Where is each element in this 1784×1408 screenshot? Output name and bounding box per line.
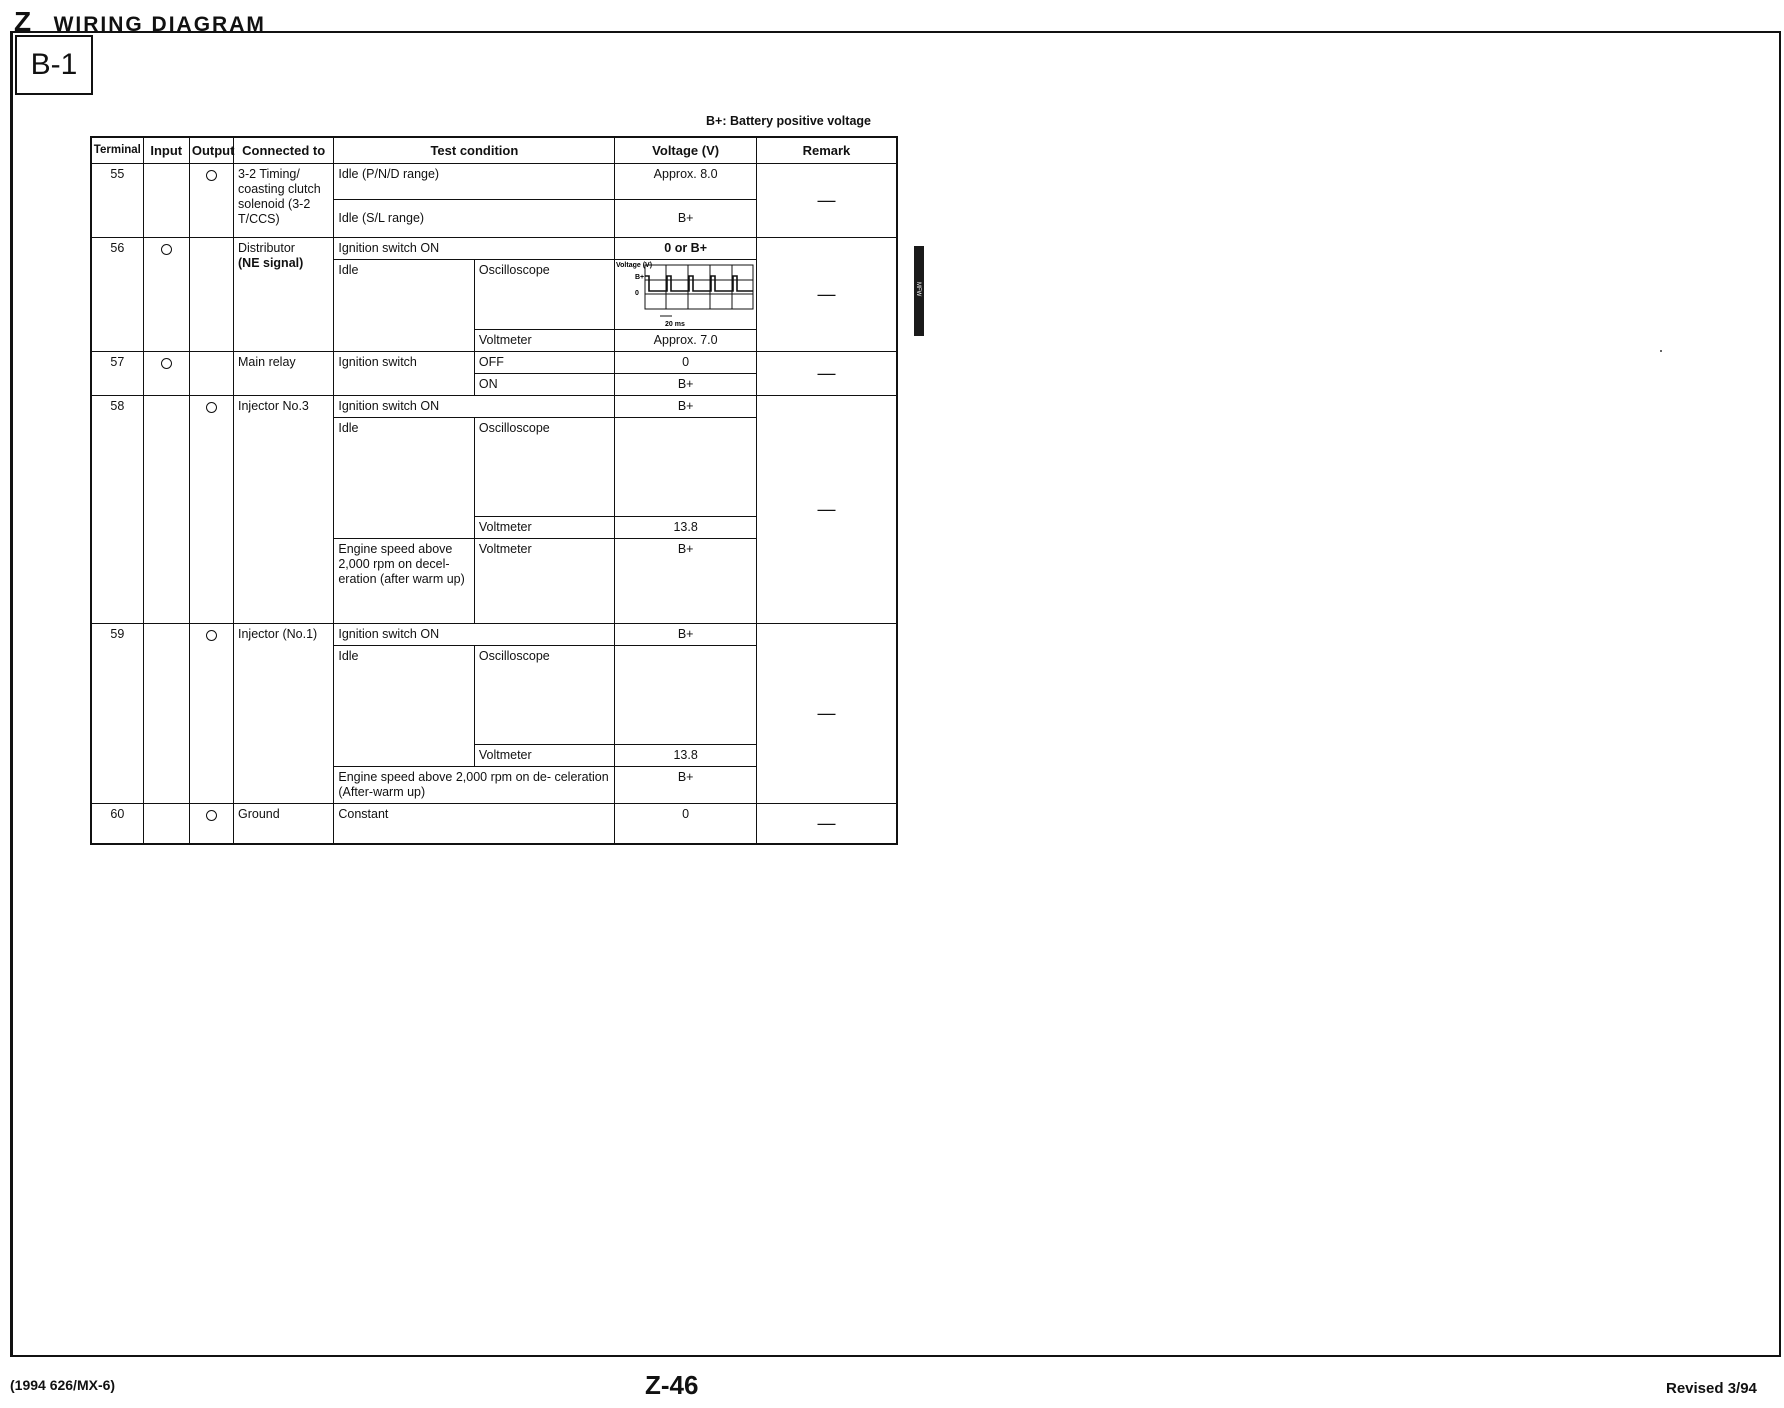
- terminal-number: 59: [91, 624, 143, 804]
- test-condition: Idle (S/L range): [334, 200, 615, 238]
- test-condition: Ignition switch: [334, 352, 475, 396]
- graph-zero: 0: [635, 290, 640, 297]
- terminal-number: 57: [91, 352, 143, 396]
- connected-to: 3-2 Timing/ coasting clutch solenoid (3-2 T/CCS): [234, 164, 334, 238]
- section-side-tab: [914, 246, 924, 336]
- input-cell: [143, 396, 189, 624]
- input-mark-icon: [161, 358, 172, 369]
- voltage-value: [615, 418, 757, 517]
- voltage-value: B+: [615, 539, 757, 624]
- table-row: [91, 396, 897, 418]
- output-cell: [189, 352, 233, 396]
- remark: —: [756, 624, 897, 804]
- test-condition: Idle (P/N/D range): [334, 164, 615, 200]
- col-terminal: Terminal: [91, 137, 143, 164]
- test-condition: Ignition switch ON: [334, 238, 615, 260]
- connected-to: [234, 238, 334, 352]
- scan-dot: [1660, 350, 1662, 352]
- voltage-value: B+: [615, 374, 757, 396]
- graph-ylabel: Voltage (V): [616, 262, 653, 269]
- footer-revision: Revised 3/94: [1666, 1380, 1757, 1397]
- output-mark-icon: [206, 170, 217, 181]
- output-cell: [189, 164, 233, 238]
- voltage-value: B+: [615, 396, 757, 418]
- col-input: Input: [143, 137, 189, 164]
- terminal-number: 60: [91, 804, 143, 844]
- oscilloscope-waveform: [615, 260, 757, 330]
- voltage-value: Approx. 8.0: [615, 164, 757, 200]
- terminal-spec-table: [90, 136, 898, 845]
- table-row: [91, 352, 897, 374]
- section-label: B-1: [15, 35, 93, 95]
- col-remark: Remark: [756, 137, 897, 164]
- output-mark-icon: [206, 630, 217, 641]
- terminal-number: 56: [91, 238, 143, 352]
- remark: —: [756, 352, 897, 396]
- voltage-value: 13.8: [615, 517, 757, 539]
- measure-method: Oscilloscope: [474, 260, 615, 330]
- voltage-value: [615, 646, 757, 745]
- table-row: [91, 164, 897, 200]
- table-row: [91, 238, 897, 260]
- measure-method: Voltmeter: [474, 539, 615, 624]
- table-row: [91, 624, 897, 646]
- voltage-value: B+: [615, 767, 757, 804]
- col-connected: Connected to: [234, 137, 334, 164]
- col-test-condition: Test condition: [334, 137, 615, 164]
- input-cell: [143, 238, 189, 352]
- switch-state-off: OFF: [474, 352, 615, 374]
- input-cell: [143, 804, 189, 844]
- voltage-value: 0 or B+: [615, 238, 757, 260]
- section-letter: Z: [14, 6, 32, 37]
- measure-method: Oscilloscope: [474, 418, 615, 517]
- output-cell: [189, 396, 233, 624]
- legend-note: B+: Battery positive voltage: [706, 114, 871, 128]
- test-condition: Engine speed above 2,000 rpm on de- celeration (After-warm up): [334, 767, 615, 804]
- graph-bplus: B+: [635, 274, 645, 281]
- col-voltage: Voltage (V): [615, 137, 757, 164]
- input-cell: [143, 164, 189, 238]
- voltage-value: 0: [615, 352, 757, 374]
- measure-method: Voltmeter: [474, 745, 615, 767]
- waveform-graph: [615, 260, 756, 330]
- table-row: [91, 804, 897, 844]
- connected-name: Distributor: [238, 241, 295, 255]
- test-condition: Ignition switch ON: [334, 624, 615, 646]
- remark: —: [756, 238, 897, 352]
- graph-signal: [645, 276, 753, 291]
- connected-to: Injector No.3: [234, 396, 334, 624]
- col-output: Output: [189, 137, 233, 164]
- remark: —: [756, 804, 897, 844]
- table-header-row: [91, 137, 897, 164]
- remark: —: [756, 164, 897, 238]
- input-cell: [143, 352, 189, 396]
- test-condition: Idle: [334, 260, 475, 352]
- remark: —: [756, 396, 897, 624]
- terminal-number: 58: [91, 396, 143, 624]
- side-tab-label: MFW: [915, 282, 921, 297]
- measure-method: Voltmeter: [474, 517, 615, 539]
- connected-to: Ground: [234, 804, 334, 844]
- voltage-value: B+: [615, 624, 757, 646]
- switch-state-on: ON: [474, 374, 615, 396]
- output-cell: [189, 238, 233, 352]
- page-number: Z-46: [645, 1370, 699, 1400]
- connected-to: Main relay: [234, 352, 334, 396]
- test-condition: Engine speed above 2,000 rpm on decel- eration (after warm up): [334, 539, 475, 624]
- test-condition: Constant: [334, 804, 615, 844]
- output-mark-icon: [206, 810, 217, 821]
- measure-method: Voltmeter: [474, 330, 615, 352]
- voltage-value: Approx. 7.0: [615, 330, 757, 352]
- terminal-number: 55: [91, 164, 143, 238]
- input-mark-icon: [161, 244, 172, 255]
- voltage-value: 13.8: [615, 745, 757, 767]
- test-condition: Idle: [334, 646, 475, 767]
- test-condition: Ignition switch ON: [334, 396, 615, 418]
- connected-sub: (NE signal): [238, 256, 304, 270]
- measure-method: Oscilloscope: [474, 646, 615, 745]
- test-condition: Idle: [334, 418, 475, 539]
- footer-model: (1994 626/MX-6): [10, 1377, 116, 1393]
- graph-time-label: 20 ms: [665, 321, 686, 328]
- input-cell: [143, 624, 189, 804]
- page-title: WIRING DIAGRAM: [53, 13, 266, 36]
- connected-to: Injector (No.1): [234, 624, 334, 804]
- output-cell: [189, 624, 233, 804]
- voltage-value: B+: [615, 200, 757, 238]
- voltage-value: 0: [615, 804, 757, 844]
- output-mark-icon: [206, 402, 217, 413]
- output-cell: [189, 804, 233, 844]
